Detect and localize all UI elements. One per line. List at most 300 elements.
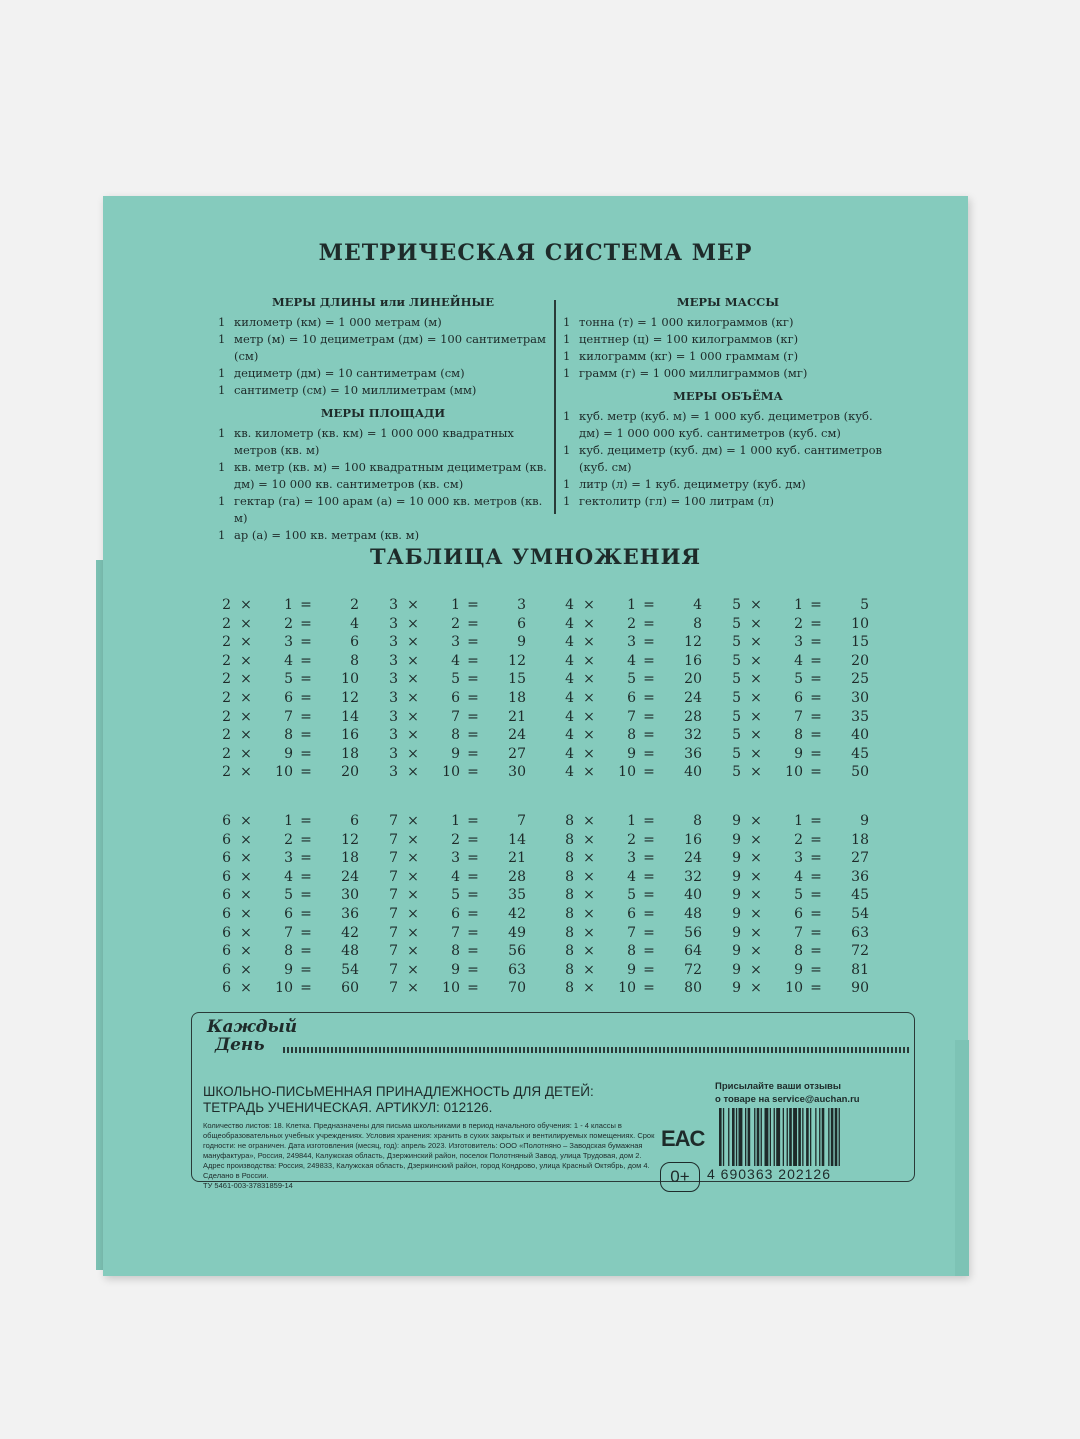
- line-text: гектар (га) = 100 арам (а) = 10 000 кв. метров (кв. м): [234, 494, 543, 525]
- metric-left-column: [218, 292, 548, 544]
- multiplier: 4: [451, 868, 460, 885]
- factor: 3: [389, 689, 398, 706]
- product: 4: [693, 597, 702, 613]
- times-sign: ×: [583, 850, 595, 867]
- product: 48: [341, 943, 359, 960]
- multiplier: 4: [451, 652, 460, 669]
- line-number: 1: [218, 426, 226, 440]
- equals-sign: =: [300, 887, 312, 904]
- multiplier: 9: [284, 745, 293, 762]
- multiplier: 1: [284, 597, 293, 613]
- times-sign: ×: [583, 652, 595, 669]
- factor: 2: [222, 597, 231, 613]
- multiplier: 1: [451, 813, 460, 829]
- multiplier: 8: [627, 943, 636, 960]
- multiplication-row: [378, 670, 528, 689]
- times-sign: ×: [240, 745, 252, 762]
- product: 63: [508, 961, 526, 978]
- multiplication-row: [211, 886, 361, 905]
- length-heading: МЕРЫ ДЛИНЫ или ЛИНЕЙНЫЕ: [271, 295, 495, 309]
- factor: 8: [565, 961, 574, 978]
- product: 16: [684, 652, 702, 669]
- factor: 5: [732, 689, 741, 706]
- product: 36: [341, 905, 359, 922]
- equals-sign: =: [300, 905, 312, 922]
- equals-sign: =: [810, 727, 822, 744]
- barcode-bar: [839, 1108, 840, 1166]
- product: 40: [684, 887, 702, 904]
- multiplication-row: [378, 961, 528, 980]
- multiplication-row: [721, 868, 871, 887]
- equals-sign: =: [300, 652, 312, 669]
- product: 20: [851, 652, 869, 669]
- equals-sign: =: [467, 597, 479, 613]
- product: 50: [851, 764, 869, 781]
- factor: 7: [389, 905, 398, 922]
- multiplication-row: [211, 905, 361, 924]
- multiplication-row: [378, 886, 528, 905]
- product: 15: [851, 634, 869, 651]
- multiplication-row: [211, 831, 361, 850]
- factor: 6: [222, 813, 231, 829]
- multiplication-row: [721, 924, 871, 943]
- mass-line: [563, 331, 893, 348]
- equals-sign: =: [643, 850, 655, 867]
- multiplication-row: [211, 763, 361, 782]
- equals-sign: =: [300, 708, 312, 725]
- factor: 7: [389, 961, 398, 978]
- factor: 4: [565, 597, 574, 613]
- factor: 6: [222, 924, 231, 941]
- multiplication-row: [554, 905, 704, 924]
- multiplication-row: [378, 812, 528, 831]
- product: 12: [341, 831, 359, 848]
- multiplication-row: [554, 596, 704, 615]
- times-sign: ×: [583, 615, 595, 632]
- equals-sign: =: [300, 980, 312, 997]
- factor: 4: [565, 708, 574, 725]
- multiplication-row: [721, 942, 871, 961]
- factor: 5: [732, 634, 741, 651]
- multiplication-row: [554, 979, 704, 998]
- multiplier: 5: [284, 887, 293, 904]
- factor: 2: [222, 615, 231, 632]
- barcode-bar: [789, 1108, 792, 1166]
- product: 12: [508, 652, 526, 669]
- mass-heading: МЕРЫ МАССЫ: [676, 295, 780, 309]
- barcode-bar: [765, 1108, 769, 1166]
- multiplication-row: [211, 689, 361, 708]
- multiplier: 5: [794, 887, 803, 904]
- factor: 3: [389, 708, 398, 725]
- factor: 8: [565, 943, 574, 960]
- multiplication-row: [211, 615, 361, 634]
- product: 32: [684, 727, 702, 744]
- multiplication-row: [378, 615, 528, 634]
- multiplication-row: [378, 763, 528, 782]
- equals-sign: =: [643, 597, 655, 613]
- factor: 3: [389, 745, 398, 762]
- product: 5: [860, 597, 869, 613]
- multiplier: 4: [627, 868, 636, 885]
- barcode-bar: [776, 1108, 780, 1166]
- multiplication-row: [211, 961, 361, 980]
- product-details-text: Количество листов: 18. Клетка. Предназначены для письма школьниками в период начального обучения: 1 - 4 классы в общеобразовательных учебных учреждениях. Условия хранения: хранить в сухих закрытых и вентилируемых помещениях. Срок годности: не ограничен. Дата изготовления (месяц, год): апрель 2023. Изготовитель: ООО «Полотняно – Заводская бумажная мануфактура», Россия, 249844, Калужская область, Дзержинский район, поселок Полотняный Завод, улица Трудовая, дом 2. Адрес производства: Россия, 249833, Калужская область, Дзержинский район, город Кондрово, улица Красный Октябрь, дом 4. Сделано в России.: [203, 1121, 655, 1180]
- line-number: 1: [218, 315, 226, 329]
- equals-sign: =: [643, 671, 655, 688]
- multiplication-block-8: [554, 812, 704, 998]
- factor: 5: [732, 597, 741, 613]
- multiplication-row: [378, 905, 528, 924]
- multiplier: 3: [451, 850, 460, 867]
- times-sign: ×: [583, 961, 595, 978]
- equals-sign: =: [810, 745, 822, 762]
- multiplication-row: [211, 745, 361, 764]
- product: 21: [508, 850, 526, 867]
- equals-sign: =: [810, 887, 822, 904]
- equals-sign: =: [300, 689, 312, 706]
- line-number: 1: [218, 332, 226, 346]
- barcode-bar: [783, 1108, 784, 1166]
- multiplication-row: [211, 849, 361, 868]
- feedback-note: [715, 1080, 860, 1106]
- factor: 6: [222, 868, 231, 885]
- barcode-bar: [739, 1108, 743, 1166]
- multiplier: 6: [284, 905, 293, 922]
- notebook-back-cover: [103, 196, 968, 1276]
- product: 30: [508, 764, 526, 781]
- multiplication-row: [211, 708, 361, 727]
- times-sign: ×: [240, 868, 252, 885]
- barcode-bar: [770, 1108, 771, 1166]
- line-text: ар (а) = 100 кв. метрам (кв. м): [234, 528, 420, 542]
- factor: 6: [222, 887, 231, 904]
- equals-sign: =: [810, 634, 822, 651]
- multiplication-row: [721, 652, 871, 671]
- product: 15: [508, 671, 526, 688]
- factor: 7: [389, 831, 398, 848]
- multiplication-row: [554, 745, 704, 764]
- product: 8: [693, 813, 702, 829]
- product: 2: [350, 597, 359, 613]
- factor: 7: [389, 850, 398, 867]
- times-sign: ×: [583, 671, 595, 688]
- line-number: 1: [218, 383, 226, 397]
- multiplication-row: [721, 596, 871, 615]
- times-sign: ×: [583, 597, 595, 613]
- factor: 5: [732, 615, 741, 632]
- barcode-bar: [732, 1108, 735, 1166]
- times-sign: ×: [240, 905, 252, 922]
- product: 45: [851, 745, 869, 762]
- barcode-bar: [736, 1108, 737, 1166]
- multiplier: 10: [442, 764, 460, 781]
- multiplication-block-2: [211, 596, 361, 782]
- factor: 7: [389, 943, 398, 960]
- times-sign: ×: [407, 652, 419, 669]
- times-sign: ×: [407, 813, 419, 829]
- factor: 6: [222, 905, 231, 922]
- product: 90: [851, 980, 869, 997]
- notebook-right-edge: [955, 1040, 969, 1276]
- equals-sign: =: [467, 671, 479, 688]
- product: 54: [341, 961, 359, 978]
- line-text: килограмм (кг) = 1 000 граммам (г): [579, 349, 799, 363]
- multiplication-row: [554, 633, 704, 652]
- times-sign: ×: [240, 689, 252, 706]
- area-list: [218, 425, 548, 544]
- multiplication-row: [211, 812, 361, 831]
- factor: 7: [389, 868, 398, 885]
- multiplier: 1: [627, 597, 636, 613]
- times-sign: ×: [407, 634, 419, 651]
- product: 30: [851, 689, 869, 706]
- age-rating-badge: 0+: [660, 1162, 700, 1192]
- brand-line-1: Каждый: [207, 1017, 298, 1037]
- product: 14: [341, 708, 359, 725]
- multiplier: 4: [284, 652, 293, 669]
- factor: 5: [732, 652, 741, 669]
- multiplier: 8: [284, 943, 293, 960]
- times-sign: ×: [583, 905, 595, 922]
- equals-sign: =: [300, 764, 312, 781]
- times-sign: ×: [583, 831, 595, 848]
- multiplier: 9: [627, 961, 636, 978]
- equals-sign: =: [643, 905, 655, 922]
- equals-sign: =: [810, 652, 822, 669]
- times-sign: ×: [750, 745, 762, 762]
- factor: 8: [565, 905, 574, 922]
- factor: 9: [732, 961, 741, 978]
- multiplication-title: ТАБЛИЦА УМНОЖЕНИЯ: [370, 544, 701, 569]
- equals-sign: =: [467, 634, 479, 651]
- equals-sign: =: [467, 652, 479, 669]
- times-sign: ×: [240, 887, 252, 904]
- product: 7: [517, 813, 526, 829]
- product: 72: [851, 943, 869, 960]
- factor: 2: [222, 689, 231, 706]
- decorative-border: [283, 1047, 911, 1053]
- equals-sign: =: [810, 831, 822, 848]
- multiplication-row: [721, 831, 871, 850]
- barcode-bar: [822, 1108, 825, 1166]
- line-text: литр (л) = 1 куб. дециметру (куб. дм): [579, 477, 806, 491]
- multiplication-row: [554, 708, 704, 727]
- multiplication-row: [721, 763, 871, 782]
- multiplier: 9: [451, 745, 460, 762]
- equals-sign: =: [467, 887, 479, 904]
- factor: 4: [565, 634, 574, 651]
- times-sign: ×: [750, 764, 762, 781]
- times-sign: ×: [750, 924, 762, 941]
- factor: 5: [732, 671, 741, 688]
- times-sign: ×: [240, 831, 252, 848]
- line-text: кв. километр (кв. км) = 1 000 000 квадратных метров (кв. м): [234, 426, 514, 457]
- equals-sign: =: [643, 727, 655, 744]
- equals-sign: =: [300, 727, 312, 744]
- brand-line-2: День: [215, 1035, 265, 1055]
- equals-sign: =: [643, 831, 655, 848]
- product: 56: [508, 943, 526, 960]
- line-number: 1: [563, 315, 571, 329]
- factor: 2: [222, 634, 231, 651]
- equals-sign: =: [300, 813, 312, 829]
- multiplication-row: [211, 726, 361, 745]
- multiplication-row: [378, 726, 528, 745]
- barcode-bar: [719, 1108, 722, 1166]
- multiplication-row: [554, 942, 704, 961]
- equals-sign: =: [643, 887, 655, 904]
- line-number: 1: [563, 349, 571, 363]
- feedback-line-1: Присылайте ваши отзывы: [715, 1081, 842, 1092]
- multiplication-row: [554, 726, 704, 745]
- factor: 6: [222, 980, 231, 997]
- equals-sign: =: [643, 980, 655, 997]
- product: 45: [851, 887, 869, 904]
- times-sign: ×: [750, 850, 762, 867]
- factor: 3: [389, 615, 398, 632]
- equals-sign: =: [467, 615, 479, 632]
- equals-sign: =: [467, 905, 479, 922]
- product-details: [203, 1121, 663, 1191]
- equals-sign: =: [467, 850, 479, 867]
- times-sign: ×: [240, 708, 252, 725]
- line-text: грамм (г) = 1 000 миллиграммов (мг): [579, 366, 808, 380]
- equals-sign: =: [467, 980, 479, 997]
- product: 9: [860, 813, 869, 829]
- equals-sign: =: [300, 850, 312, 867]
- multiplier: 3: [627, 634, 636, 651]
- volume-line: [563, 476, 893, 493]
- factor: 3: [389, 652, 398, 669]
- equals-sign: =: [810, 813, 822, 829]
- times-sign: ×: [407, 850, 419, 867]
- equals-sign: =: [467, 868, 479, 885]
- times-sign: ×: [750, 615, 762, 632]
- equals-sign: =: [810, 764, 822, 781]
- multiplication-block-9: [721, 812, 871, 998]
- barcode-bar: [798, 1108, 801, 1166]
- line-number: 1: [563, 494, 571, 508]
- times-sign: ×: [240, 652, 252, 669]
- multiplier: 7: [284, 708, 293, 725]
- factor: 8: [565, 887, 574, 904]
- multiplier: 4: [627, 652, 636, 669]
- times-sign: ×: [583, 868, 595, 885]
- product: 24: [508, 727, 526, 744]
- equals-sign: =: [467, 745, 479, 762]
- mass-line: [563, 365, 893, 382]
- product: 21: [508, 708, 526, 725]
- multiplication-row: [721, 633, 871, 652]
- multiplier: 2: [627, 615, 636, 632]
- factor: 4: [565, 727, 574, 744]
- barcode-bar: [806, 1108, 809, 1166]
- times-sign: ×: [750, 634, 762, 651]
- factor: 8: [565, 850, 574, 867]
- multiplication-block-4: [554, 596, 704, 782]
- product: 8: [350, 652, 359, 669]
- multiplication-row: [378, 708, 528, 727]
- product: 36: [851, 868, 869, 885]
- multiplication-row: [211, 979, 361, 998]
- product: 24: [341, 868, 359, 885]
- multiplier: 5: [284, 671, 293, 688]
- multiplication-row: [554, 886, 704, 905]
- times-sign: ×: [583, 813, 595, 829]
- multiplier: 2: [451, 615, 460, 632]
- times-sign: ×: [750, 943, 762, 960]
- barcode-bar: [831, 1108, 834, 1166]
- factor: 9: [732, 943, 741, 960]
- barcode-number: 4 690363 202126: [707, 1166, 831, 1182]
- multiplication-row: [554, 652, 704, 671]
- volume-line: [563, 442, 893, 476]
- line-text: куб. дециметр (куб. дм) = 1 000 куб. сантиметров (куб. см): [579, 443, 883, 474]
- times-sign: ×: [750, 868, 762, 885]
- barcode-bar: [754, 1108, 755, 1166]
- equals-sign: =: [643, 868, 655, 885]
- times-sign: ×: [750, 905, 762, 922]
- multiplier: 3: [451, 634, 460, 651]
- volume-line: [563, 408, 893, 442]
- line-text: километр (км) = 1 000 метрам (м): [234, 315, 442, 329]
- times-sign: ×: [750, 727, 762, 744]
- factor: 9: [732, 850, 741, 867]
- multiplier: 1: [451, 597, 460, 613]
- equals-sign: =: [643, 708, 655, 725]
- times-sign: ×: [407, 727, 419, 744]
- equals-sign: =: [467, 689, 479, 706]
- times-sign: ×: [240, 943, 252, 960]
- multiplication-block-3: [378, 596, 528, 782]
- multiplier: 2: [284, 615, 293, 632]
- line-text: куб. метр (куб. м) = 1 000 куб. дециметров (куб. дм) = 1 000 000 куб. сантиметров (куб. см): [579, 409, 873, 440]
- barcode-bar: [728, 1108, 729, 1166]
- equals-sign: =: [300, 597, 312, 613]
- multiplication-row: [378, 689, 528, 708]
- factor: 9: [732, 924, 741, 941]
- times-sign: ×: [240, 764, 252, 781]
- times-sign: ×: [583, 708, 595, 725]
- metric-right-column: [563, 292, 893, 510]
- factor: 2: [222, 727, 231, 744]
- multiplication-row: [554, 868, 704, 887]
- multiplication-row: [378, 596, 528, 615]
- factor: 7: [389, 887, 398, 904]
- factor: 6: [222, 831, 231, 848]
- equals-sign: =: [810, 868, 822, 885]
- product: 20: [684, 671, 702, 688]
- product: 64: [684, 943, 702, 960]
- times-sign: ×: [407, 764, 419, 781]
- multiplication-row: [211, 652, 361, 671]
- times-sign: ×: [407, 708, 419, 725]
- line-number: 1: [218, 460, 226, 474]
- multiplication-row: [378, 831, 528, 850]
- times-sign: ×: [750, 961, 762, 978]
- times-sign: ×: [407, 671, 419, 688]
- multiplication-row: [721, 708, 871, 727]
- area-line: [218, 527, 548, 544]
- line-number: 1: [218, 528, 226, 542]
- barcode-bar: [819, 1108, 820, 1166]
- multiplier: 7: [451, 924, 460, 941]
- factor: 3: [389, 727, 398, 744]
- multiplier: 1: [794, 597, 803, 613]
- multiplier: 2: [284, 831, 293, 848]
- times-sign: ×: [583, 727, 595, 744]
